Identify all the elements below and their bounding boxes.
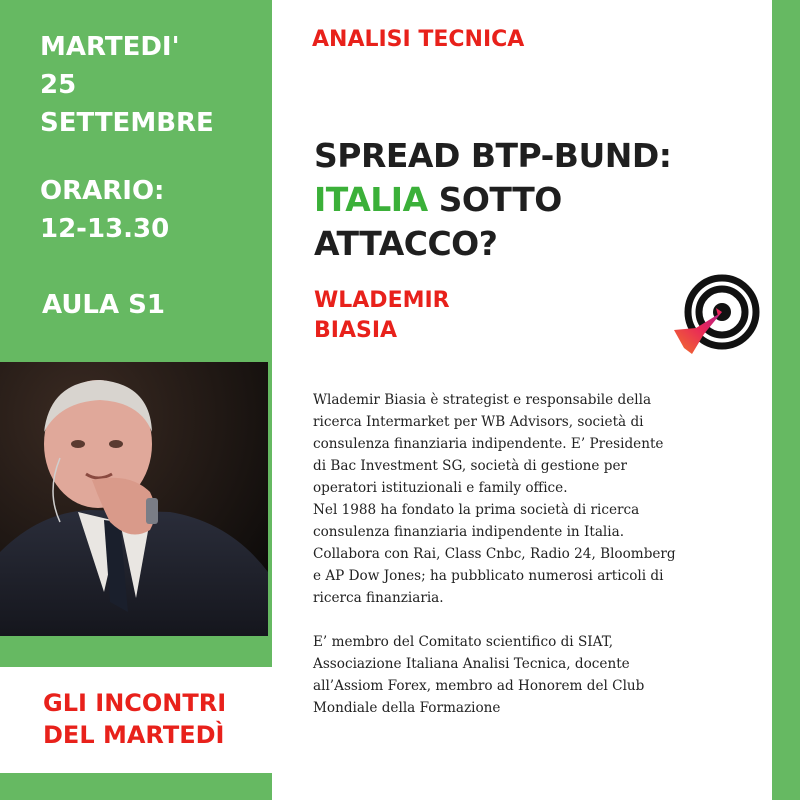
series-title	[43, 687, 226, 751]
event-room: AULA S1	[42, 290, 165, 320]
speaker-last-name: BIASIA	[314, 318, 398, 343]
series-title-line2: DEL MARTEDÌ	[43, 721, 225, 749]
speaker-bio	[313, 389, 753, 719]
date-month: SETTEMBRE	[40, 108, 214, 138]
speaker-portrait-illustration	[0, 362, 268, 636]
title-line1: SPREAD BTP-BUND:	[314, 136, 672, 175]
event-date	[40, 28, 214, 142]
bio-line: Wlademir Biasia è strategist e responsabile della	[313, 392, 652, 408]
bio-line: e AP Dow Jones; ha pubblicato numerosi articoli di	[313, 568, 664, 584]
bio-line: Nel 1988 ha fondato la prima società di ricerca	[313, 502, 640, 518]
event-time	[40, 172, 169, 248]
bio-spacer	[313, 609, 753, 631]
bio-line: consulenza finanziaria indipendente. E’ Presidente	[313, 436, 664, 452]
series-banner	[0, 667, 272, 773]
bio-line: Collabora con Rai, Class Cnbc, Radio 24, Bloomberg	[313, 546, 676, 562]
series-title-line1: GLI INCONTRI	[43, 689, 227, 717]
bio-line: E’ membro del Comitato scientifico di SIAT,	[313, 634, 614, 650]
time-label: ORARIO:	[40, 176, 165, 206]
section-label: ANALISI TECNICA	[312, 27, 525, 52]
speaker-first-name: WLADEMIR	[314, 288, 450, 313]
bio-paragraph-1	[313, 389, 753, 609]
title-highlight: ITALIA	[314, 180, 428, 219]
title-line2-rest: SOTTO	[427, 180, 562, 219]
bio-line: operatori istituzionali e family office.	[313, 480, 568, 496]
bio-line: consulenza finanziaria indipendente in Italia.	[313, 524, 625, 540]
talk-title	[314, 134, 671, 266]
speaker-photo	[0, 362, 268, 636]
bio-line: di Bac Investment SG, società di gestione per	[313, 458, 627, 474]
bio-paragraph-2	[313, 631, 753, 719]
date-weekday: MARTEDI'	[40, 32, 180, 62]
bio-line: all’Assiom Forex, membro ad Honorem del Club	[313, 678, 645, 694]
time-value: 12-13.30	[40, 214, 170, 244]
title-line3: ATTACCO?	[314, 224, 498, 263]
bio-line: Associazione Italiana Analisi Tecnica, docente	[313, 656, 630, 672]
speaker-name	[314, 286, 450, 346]
bio-line: ricerca Intermarket per WB Advisors, società di	[313, 414, 644, 430]
bio-line: ricerca finanziaria.	[313, 590, 444, 606]
target-with-arrow-icon	[672, 272, 762, 362]
date-day: 25	[40, 70, 77, 100]
title-line2	[314, 178, 671, 222]
bio-line: Mondiale della Formazione	[313, 700, 501, 716]
right-green-stripe	[772, 0, 800, 800]
